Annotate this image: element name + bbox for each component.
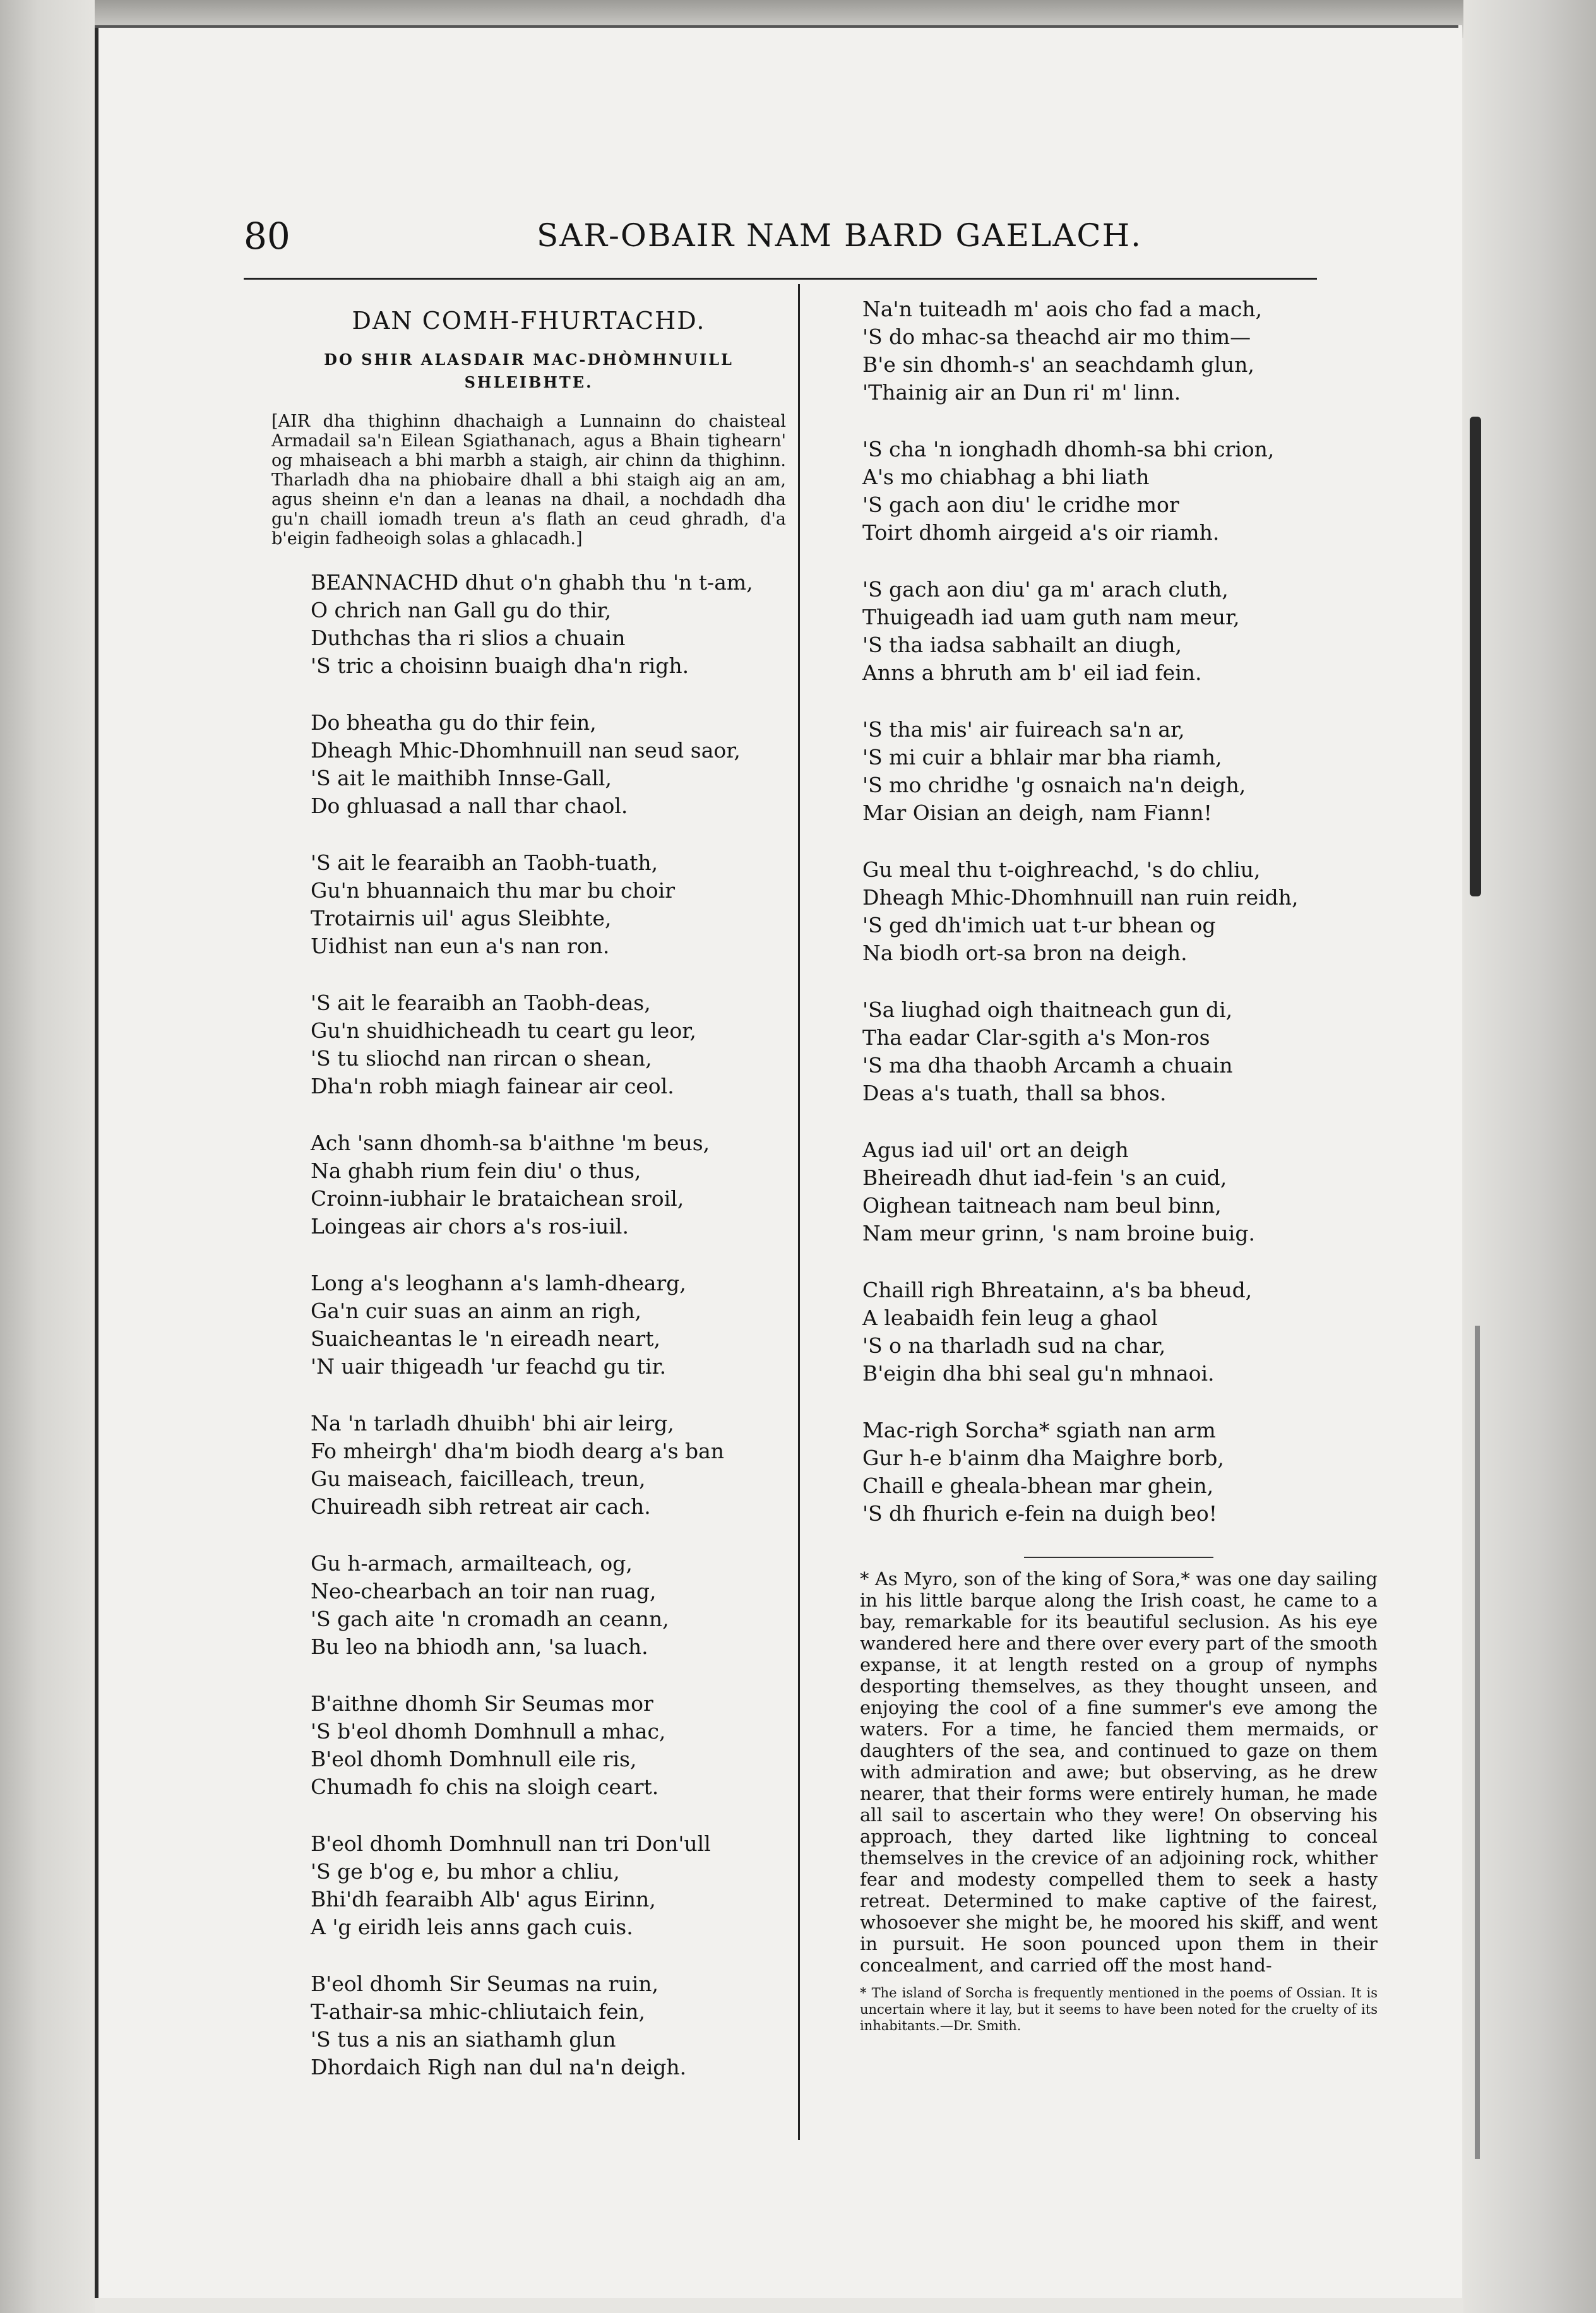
stanza	[311, 849, 786, 960]
verse-line: 'S mi cuir a bhlair mar bha riamh,	[862, 745, 1222, 770]
verse-line: Mac-righ Sorcha* sgiath nan arm	[862, 1418, 1216, 1442]
verse-line: Dheagh Mhic-Dhomhnuill nan ruin reidh,	[862, 885, 1299, 910]
verse-line: 'S b'eol dhomh Domhnull a mhac,	[311, 1719, 666, 1744]
stanza	[311, 1550, 786, 1661]
verse-line: A's mo chiabhag a bhi liath	[862, 465, 1150, 489]
stanza	[862, 1276, 1378, 1388]
verse-line: Na biodh ort-sa bron na deigh.	[862, 941, 1188, 965]
verse-line: Chumadh fo chis na sloigh ceart.	[311, 1775, 659, 1799]
stanza	[311, 1970, 786, 2081]
stanza	[311, 569, 786, 680]
verse-line: Trotairnis uil' agus Sleibhte,	[311, 906, 612, 931]
verse-line: Mar Oisian an deigh, nam Fiann!	[862, 800, 1212, 825]
verse-line: 'S ma dha thaobh Arcamh a chuain	[862, 1053, 1233, 1078]
verse-line: Do ghluasad a nall thar chaol.	[311, 794, 628, 818]
poem-title: DAN COMH-FHURTACHD.	[352, 307, 706, 335]
footnote: * As Myro, son of the king of Sora,* was one day sailing in his little barque along the Irish coast, he came to a bay, remarkable for its beautiful seclusion. As his eye wandered here and there over every part of the smooth expanse, it at length rested on a group of nymphs desporting themselves, as they thought unseen, and enjoying the cool of a fine summer's eve among the waters. For a time, he fancied them mermaids, or daughters of the sea, and continued to gaze on them with admiration and awe; but observing, as he drew nearer, that their forms were entirely human, he made all sail to ascertain who they were! On observing his approach, they darted like lightning to conceal themselves in the crevice of an adjoining rock, whither fear and modesty compelled them to seek a hasty retreat. Determined to make captive of the fairest, whosoever she might be, he moored his skiff, and went in pursuit. He soon pounced upon them in their concealment, and carried off the most hand-	[860, 1568, 1378, 1976]
verse-line: Gu'n shuidhicheadh tu ceart gu leor,	[311, 1018, 696, 1043]
stanza	[311, 1830, 786, 1941]
verse-line: 'S cha 'n ionghadh dhomh-sa bhi crion,	[862, 437, 1275, 461]
verse-line: Deas a's tuath, thall sa bhos.	[862, 1081, 1167, 1105]
stanza	[311, 1410, 786, 1521]
verse-line: Anns a bhruth am b' eil iad fein.	[862, 660, 1202, 685]
verse-line: Chaill righ Bhreatainn, a's ba bheud,	[862, 1278, 1253, 1302]
left-stanzas	[271, 569, 786, 2081]
verse-line: 'S gach aon diu' le cridhe mor	[862, 492, 1179, 517]
verse-line: 'S tric a choisinn buaigh dha'n righ.	[311, 653, 689, 678]
verse-line: 'S gach aite 'n cromadh an ceann,	[311, 1607, 669, 1631]
verse-line: Gur h-e b'ainm dha Maighre borb,	[862, 1446, 1224, 1470]
stanza	[862, 856, 1378, 967]
verse-line: Agus iad uil' ort an deigh	[862, 1138, 1129, 1162]
verse-line: 'S tus a nis an siathamh glun	[311, 2027, 616, 2052]
stanza	[311, 1690, 786, 1801]
footnote-rule	[1024, 1557, 1213, 1558]
stanza	[862, 996, 1378, 1107]
verse-line: Chuireadh sibh retreat air cach.	[311, 1494, 651, 1519]
stanza	[862, 716, 1378, 827]
stanza	[311, 1129, 786, 1240]
binding-line	[1475, 1326, 1480, 2159]
verse-line: 'S ait le fearaibh an Taobh-tuath,	[311, 850, 658, 875]
dedication	[271, 348, 786, 394]
verse-line: Neo-chearbach an toir nan ruag,	[311, 1579, 657, 1603]
verse-line: Dha'n robh miagh fainear air ceol.	[311, 1074, 674, 1098]
stanza	[311, 989, 786, 1100]
verse-line: Bheireadh dhut iad-fein 's an cuid,	[862, 1165, 1227, 1190]
verse-line: Uidhist nan eun a's nan ron.	[311, 934, 610, 958]
verse-line: 'S ged dh'imich uat t-ur bhean og	[862, 913, 1216, 937]
verse-line: Dheagh Mhic-Dhomhnuill nan seud saor,	[311, 738, 741, 763]
verse-line: Ach 'sann dhomh-sa b'aithne 'm beus,	[311, 1131, 710, 1155]
column-divider	[798, 284, 800, 2140]
stanza	[311, 709, 786, 820]
verse-line: 'S dh fhurich e-fein na duigh beo!	[862, 1501, 1218, 1526]
verse-line: 'Sa liughad oigh thaitneach gun di,	[862, 997, 1233, 1022]
verse-line: Chaill e gheala-bhean mar ghein,	[862, 1473, 1214, 1498]
verse-line: Na ghabh rium fein diu' o thus,	[311, 1158, 641, 1183]
verse-line: Nam meur grinn, 's nam broine buig.	[862, 1221, 1255, 1246]
verse-line: Suaicheantas le 'n eireadh neart,	[311, 1326, 660, 1351]
sub-footnote: * The island of Sorcha is frequently mentioned in the poems of Ossian. It is uncertain where it lay, but it seems to have been noted for the cruelty of its inhabitants.—Dr. Smith.	[860, 1985, 1378, 2033]
verse-line: Gu maiseach, faicilleach, treun,	[311, 1466, 646, 1491]
right-stanzas	[860, 295, 1378, 1528]
verse-line: B'eigin dha bhi seal gu'n mhnaoi.	[862, 1361, 1215, 1386]
verse-line: 'S ait le maithibh Innse-Gall,	[311, 766, 612, 790]
verse-line: Fo mheirgh' dha'm biodh dearg a's ban	[311, 1439, 725, 1463]
verse-line: 'S ge b'og e, bu mhor a chliu,	[311, 1859, 620, 1884]
stanza	[862, 436, 1378, 547]
verse-line: Na 'n tarladh dhuibh' bhi air leirg,	[311, 1411, 674, 1436]
stanza	[862, 1136, 1378, 1247]
dedication-line: SHLEIBHTE.	[464, 373, 593, 391]
verse-line: Toirt dhomh airgeid a's oir riamh.	[862, 520, 1220, 545]
header-rule	[244, 278, 1317, 280]
stanza	[862, 1417, 1378, 1528]
verse-line: Bhi'dh fearaibh Alb' agus Eirinn,	[311, 1887, 656, 1912]
verse-line: Gu'n bhuannaich thu mar bu choir	[311, 878, 675, 903]
verse-line: 'N uair thigeadh 'ur feachd gu tir.	[311, 1354, 667, 1379]
verse-line: 'S gach aon diu' ga m' arach cluth,	[862, 577, 1229, 602]
verse-line: B'eol dhomh Domhnull nan tri Don'ull	[311, 1831, 711, 1856]
verse-line: BEANNACHD dhut o'n ghabh thu 'n t-am,	[311, 570, 753, 595]
verse-line: 'S tu sliochd nan rircan o shean,	[311, 1046, 652, 1071]
verse-line: 'Thainig air an Dun ri' m' linn.	[862, 380, 1181, 405]
verse-line: O chrich nan Gall gu do thir,	[311, 598, 612, 622]
verse-line: Oighean taitneach nam beul binn,	[862, 1193, 1222, 1218]
verse-line: B'aithne dhomh Sir Seumas mor	[311, 1691, 653, 1716]
binding-shadow	[1470, 417, 1481, 896]
dedication-line: DO SHIR ALASDAIR MAC-DHÒMHNUILL	[324, 350, 734, 369]
verse-line: 'S do mhac-sa theachd air mo thim—	[862, 324, 1251, 349]
verse-line: 'S ait le fearaibh an Taobh-deas,	[311, 990, 651, 1015]
verse-line: A 'g eiridh leis anns gach cuis.	[311, 1915, 633, 1939]
verse-line: 'S tha iadsa sabhailt an diugh,	[862, 633, 1182, 657]
running-title: SAR-OBAIR NAM BARD GAELACH.	[537, 217, 1143, 254]
poem-intro: [AIR dha thighinn dhachaigh a Lunnainn do chaisteal Armadail sa'n Eilean Sgiathanach, agus a Bhain tighearn' og mhaiseach a bhi marbh a staigh, air chinn da thighinn. Tharladh dha na phiobaire dhall a bhi staigh aig an am, agus sheinn e'n dan a leanas na dhail, a nochdadh dha gu'n chaill iomadh treun a's flath an ceud ghradh, d'a b'eigin fadheoigh solas a ghlacadh.]	[271, 412, 786, 549]
scan-border-left	[0, 0, 95, 2313]
right-column	[860, 295, 1378, 2034]
stanza	[862, 295, 1378, 407]
verse-line: 'S mo chridhe 'g osnaich na'n deigh,	[862, 773, 1246, 797]
verse-line: Ga'n cuir suas an ainm an righ,	[311, 1299, 641, 1323]
left-column	[271, 295, 786, 2110]
verse-line: Gu h-armach, armailteach, og,	[311, 1551, 633, 1576]
verse-line: Long a's leoghann a's lamh-dhearg,	[311, 1271, 686, 1295]
verse-line: 'S tha mis' air fuireach sa'n ar,	[862, 717, 1185, 742]
verse-line: Croinn-iubhair le brataichean sroil,	[311, 1186, 684, 1211]
verse-line: B'eol dhomh Sir Seumas na ruin,	[311, 1971, 658, 1996]
verse-line: T-athair-sa mhic-chliutaich fein,	[311, 1999, 645, 2024]
stanza	[862, 576, 1378, 687]
verse-line: Tha eadar Clar-sgith a's Mon-ros	[862, 1025, 1210, 1050]
stanza	[311, 1269, 786, 1381]
page-edge	[95, 25, 1458, 28]
verse-line: Thuigeadh iad uam guth nam meur,	[862, 605, 1240, 629]
verse-line: B'e sin dhomh-s' an seachdamh glun,	[862, 352, 1254, 377]
verse-line: B'eol dhomh Domhnull eile ris,	[311, 1747, 637, 1771]
verse-line: Do bheatha gu do thir fein,	[311, 710, 597, 735]
verse-line: Gu meal thu t-oighreachd, 's do chliu,	[862, 857, 1261, 882]
verse-line: A leabaidh fein leug a ghaol	[862, 1305, 1158, 1330]
verse-line: Duthchas tha ri slios a chuain	[311, 626, 626, 650]
page-number: 80	[244, 215, 290, 258]
verse-line: Dhordaich Righ nan dul na'n deigh.	[311, 2055, 687, 2079]
verse-line: Na'n tuiteadh m' aois cho fad a mach,	[862, 297, 1263, 321]
verse-line: Bu leo na bhiodh ann, 'sa luach.	[311, 1634, 648, 1659]
scan-border-right	[1463, 0, 1596, 2313]
verse-line: Loingeas air chors a's ros-iuil.	[311, 1214, 629, 1239]
verse-line: 'S o na tharladh sud na char,	[862, 1333, 1166, 1358]
